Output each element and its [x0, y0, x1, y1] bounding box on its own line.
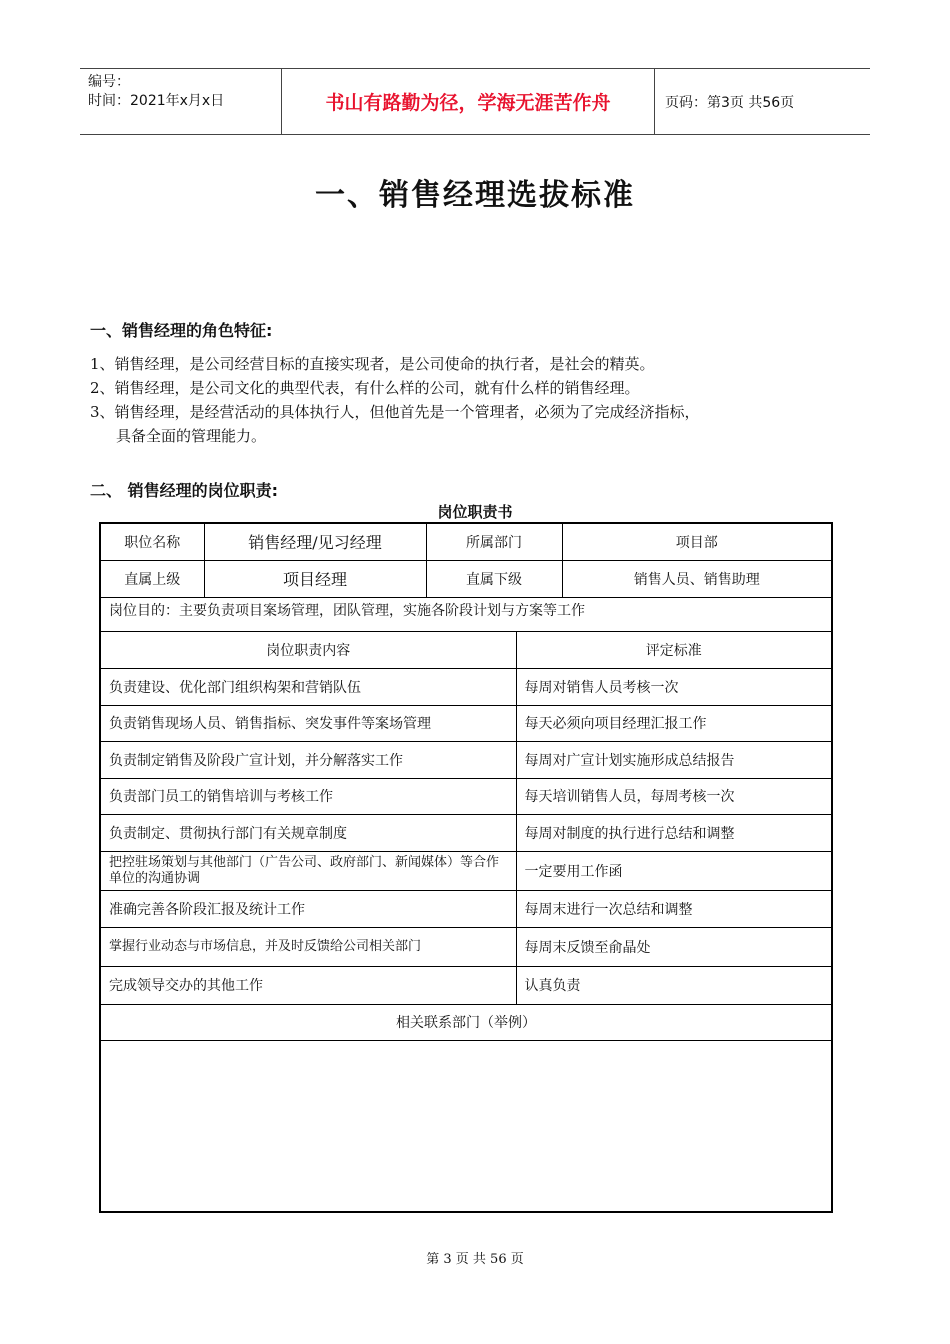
standard-cell: 一定要用工作函	[516, 851, 832, 890]
table-caption: 岗位职责书	[437, 503, 513, 521]
superior-label: 直属上级	[100, 560, 204, 597]
page-title: 一、销售经理选拔标准	[315, 178, 635, 213]
section1-list	[90, 352, 880, 448]
list-item: 3、销售经理，是经营活动的具体执行人，但他首先是一个管理者，必须为了完成经济指标，	[90, 403, 700, 421]
duty-cell: 负责制定销售及阶段广宣计划，并分解落实工作	[100, 741, 516, 778]
table-row	[100, 966, 832, 1004]
page-header	[80, 68, 870, 135]
duty-cell: 负责销售现场人员、销售指标、突发事件等案场管理	[100, 705, 516, 741]
related-departments-content	[100, 1040, 832, 1212]
code-label: 编号：	[88, 74, 130, 90]
department-value: 项目部	[562, 523, 832, 560]
list-item: 1、销售经理，是公司经营目标的直接实现者，是公司使命的执行者，是社会的精英。	[90, 355, 655, 373]
list-item-continuation: 具备全面的管理能力。	[116, 427, 267, 445]
subordinate-label: 直属下级	[426, 560, 562, 597]
standard-column-header: 评定标准	[516, 631, 832, 668]
standard-cell: 认真负责	[516, 966, 832, 1004]
duty-cell: 把控驻场策划与其他部门（广告公司、政府部门、新闻媒体）等合作单位的沟通协调	[100, 851, 516, 890]
section1-heading: 一、销售经理的角色特征:	[90, 321, 273, 340]
table-row	[100, 814, 832, 851]
header-info	[80, 69, 282, 134]
subordinate-value: 销售人员、销售助理	[562, 560, 832, 597]
date-label: 时间：2021年x月x日	[88, 93, 225, 109]
list-item: 2、销售经理，是公司文化的典型代表，有什么样的公司，就有什么样的销售经理。	[90, 379, 640, 397]
page-footer: 第 3 页 共 56 页	[426, 1252, 524, 1267]
table-row	[100, 668, 832, 705]
table-row	[100, 741, 832, 778]
position-purpose: 岗位目的：主要负责项目案场管理，团队管理，实施各阶段计划与方案等工作	[100, 597, 832, 631]
standard-cell: 每周对销售人员考核一次	[516, 668, 832, 705]
standard-cell: 每周对制度的执行进行总结和调整	[516, 814, 832, 851]
standard-cell: 每天必须向项目经理汇报工作	[516, 705, 832, 741]
standard-cell: 每周末进行一次总结和调整	[516, 890, 832, 927]
duty-cell: 掌握行业动态与市场信息，并及时反馈给公司相关部门	[100, 927, 516, 966]
position-name-label: 职位名称	[100, 523, 204, 560]
superior-value: 项目经理	[204, 560, 426, 597]
header-motto: 书山有路勤为径，学海无涯苦作舟	[282, 69, 655, 134]
section2-heading: 二、 销售经理的岗位职责:	[90, 481, 278, 500]
duty-cell: 负责建设、优化部门组织构架和营销队伍	[100, 668, 516, 705]
duty-cell: 完成领导交办的其他工作	[100, 966, 516, 1004]
job-description-table	[99, 522, 833, 1213]
table-row	[100, 890, 832, 927]
duty-cell: 负责部门员工的销售培训与考核工作	[100, 778, 516, 814]
table-row	[100, 927, 832, 966]
standard-cell: 每周末反馈至俞晶处	[516, 927, 832, 966]
position-name-value: 销售经理/见习经理	[204, 523, 426, 560]
table-row	[100, 705, 832, 741]
table-row	[100, 778, 832, 814]
header-page-info: 页码：第3页 共56页	[665, 94, 795, 111]
duty-cell: 准确完善各阶段汇报及统计工作	[100, 890, 516, 927]
duty-column-header: 岗位职责内容	[100, 631, 516, 668]
standard-cell: 每周对广宣计划实施形成总结报告	[516, 741, 832, 778]
related-departments-header: 相关联系部门（举例）	[100, 1004, 832, 1040]
standard-cell: 每天培训销售人员，每周考核一次	[516, 778, 832, 814]
duty-cell: 负责制定、贯彻执行部门有关规章制度	[100, 814, 516, 851]
table-row	[100, 851, 832, 890]
department-label: 所属部门	[426, 523, 562, 560]
